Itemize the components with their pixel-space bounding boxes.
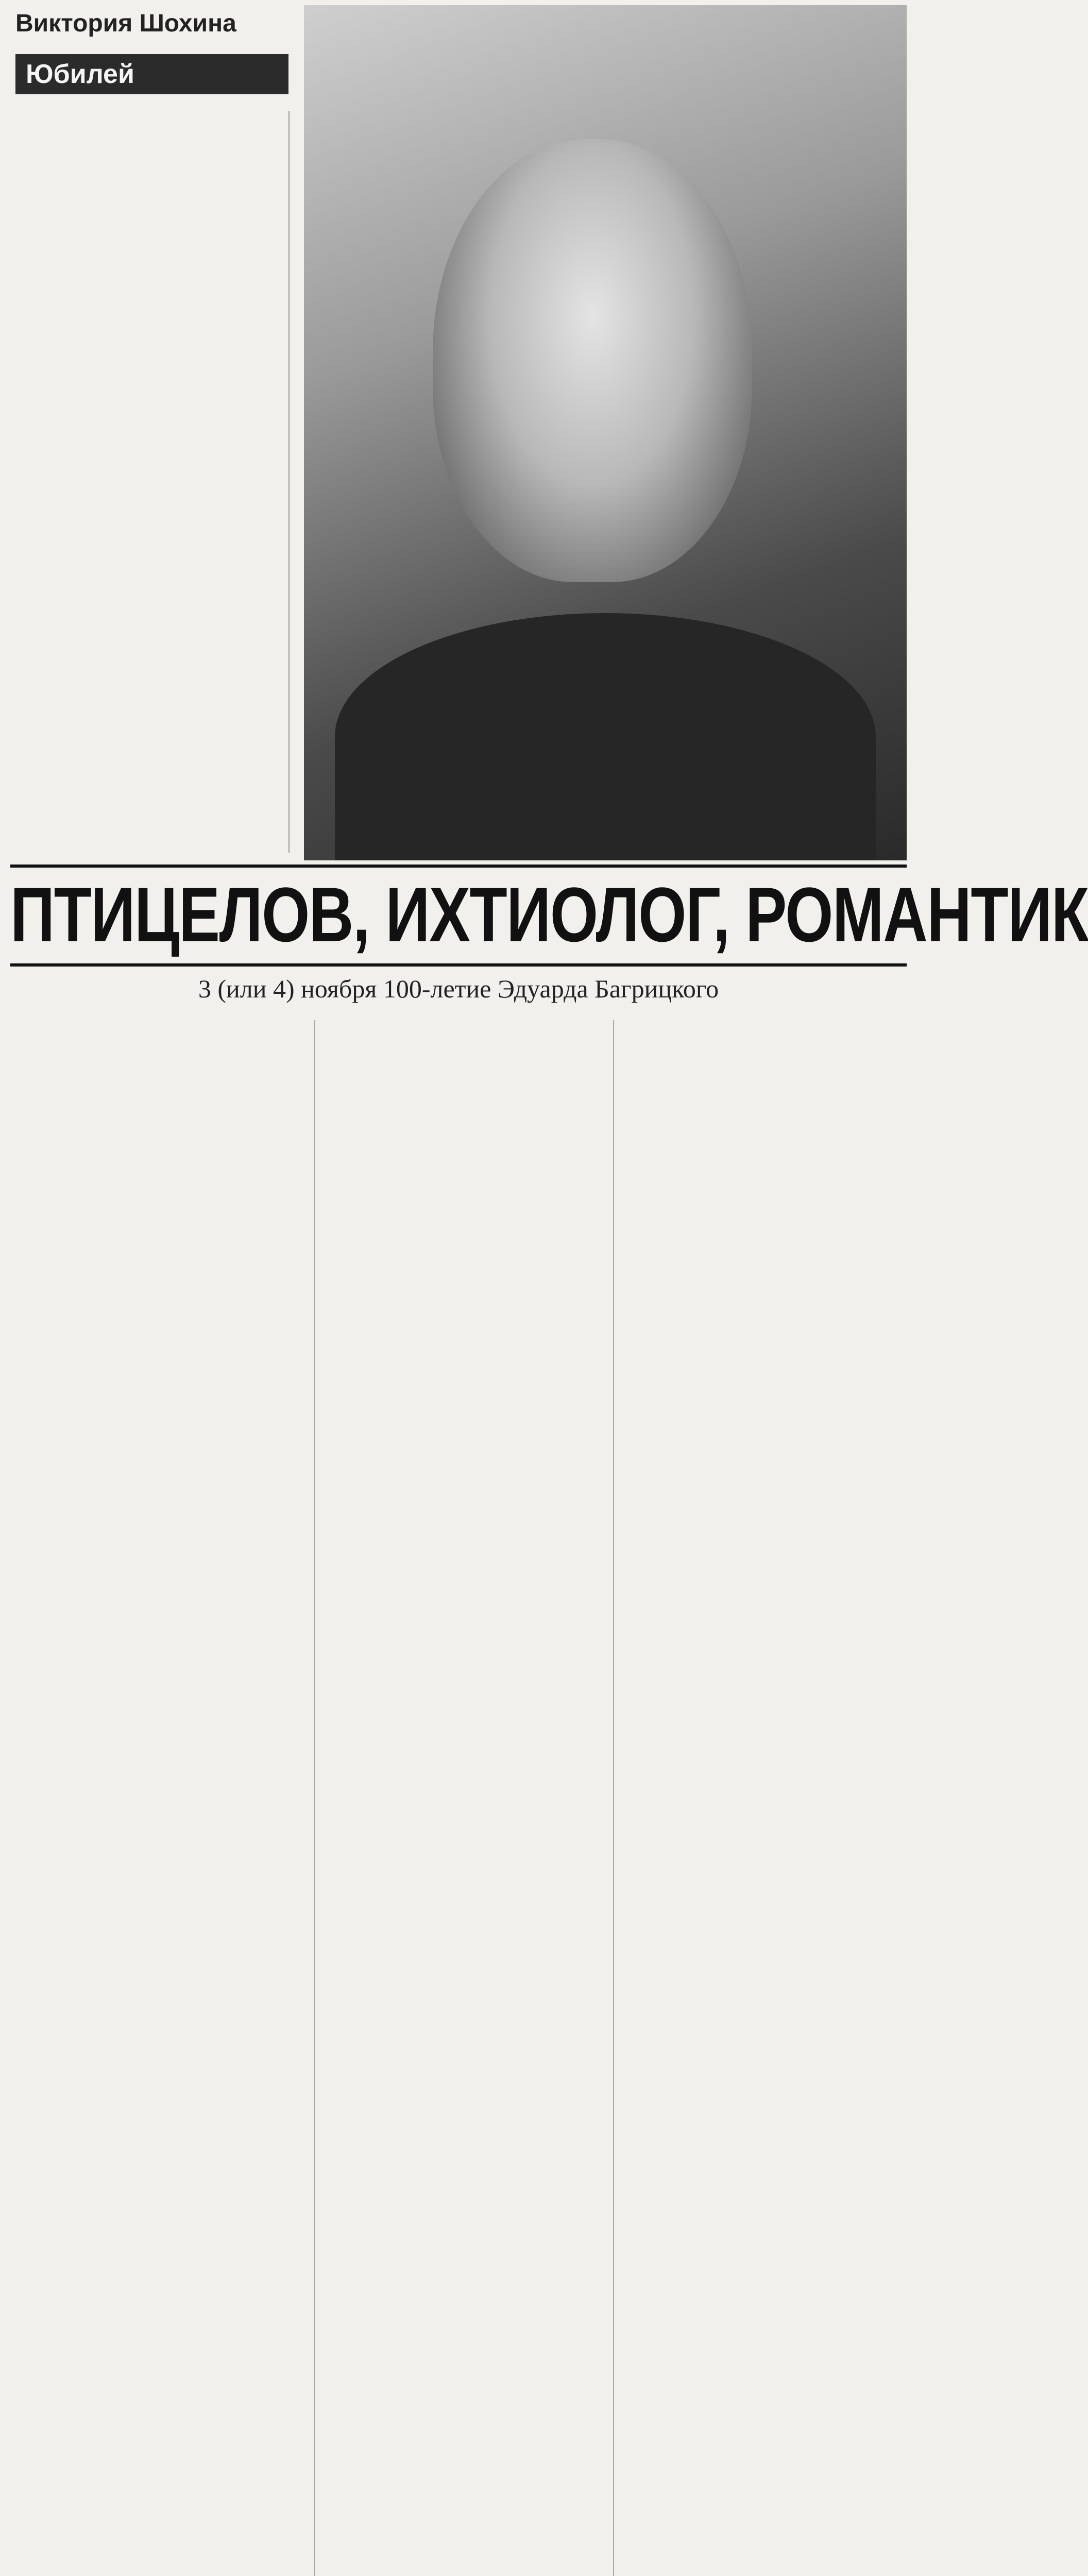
subheadline: 3 (или 4) ноября 100-летие Эдуарда Багрицкого <box>198 974 719 1003</box>
lead-column <box>15 111 290 853</box>
article-column-3 <box>613 1020 902 2576</box>
article-column-2 <box>314 1020 603 2576</box>
rubric-label: Юбилей <box>15 54 288 94</box>
portrait-face <box>433 139 752 582</box>
article-column-1 <box>15 1020 304 2576</box>
headline: ПТИЦЕЛОВ, ИХТИОЛОГ, РОМАНТИК <box>10 871 1088 958</box>
portrait-photo <box>304 5 907 860</box>
byline: Виктория Шохина <box>15 10 236 37</box>
headline-bottom-rule <box>10 963 907 967</box>
portrait-shoulders <box>335 613 876 860</box>
headline-top-rule <box>10 865 907 868</box>
